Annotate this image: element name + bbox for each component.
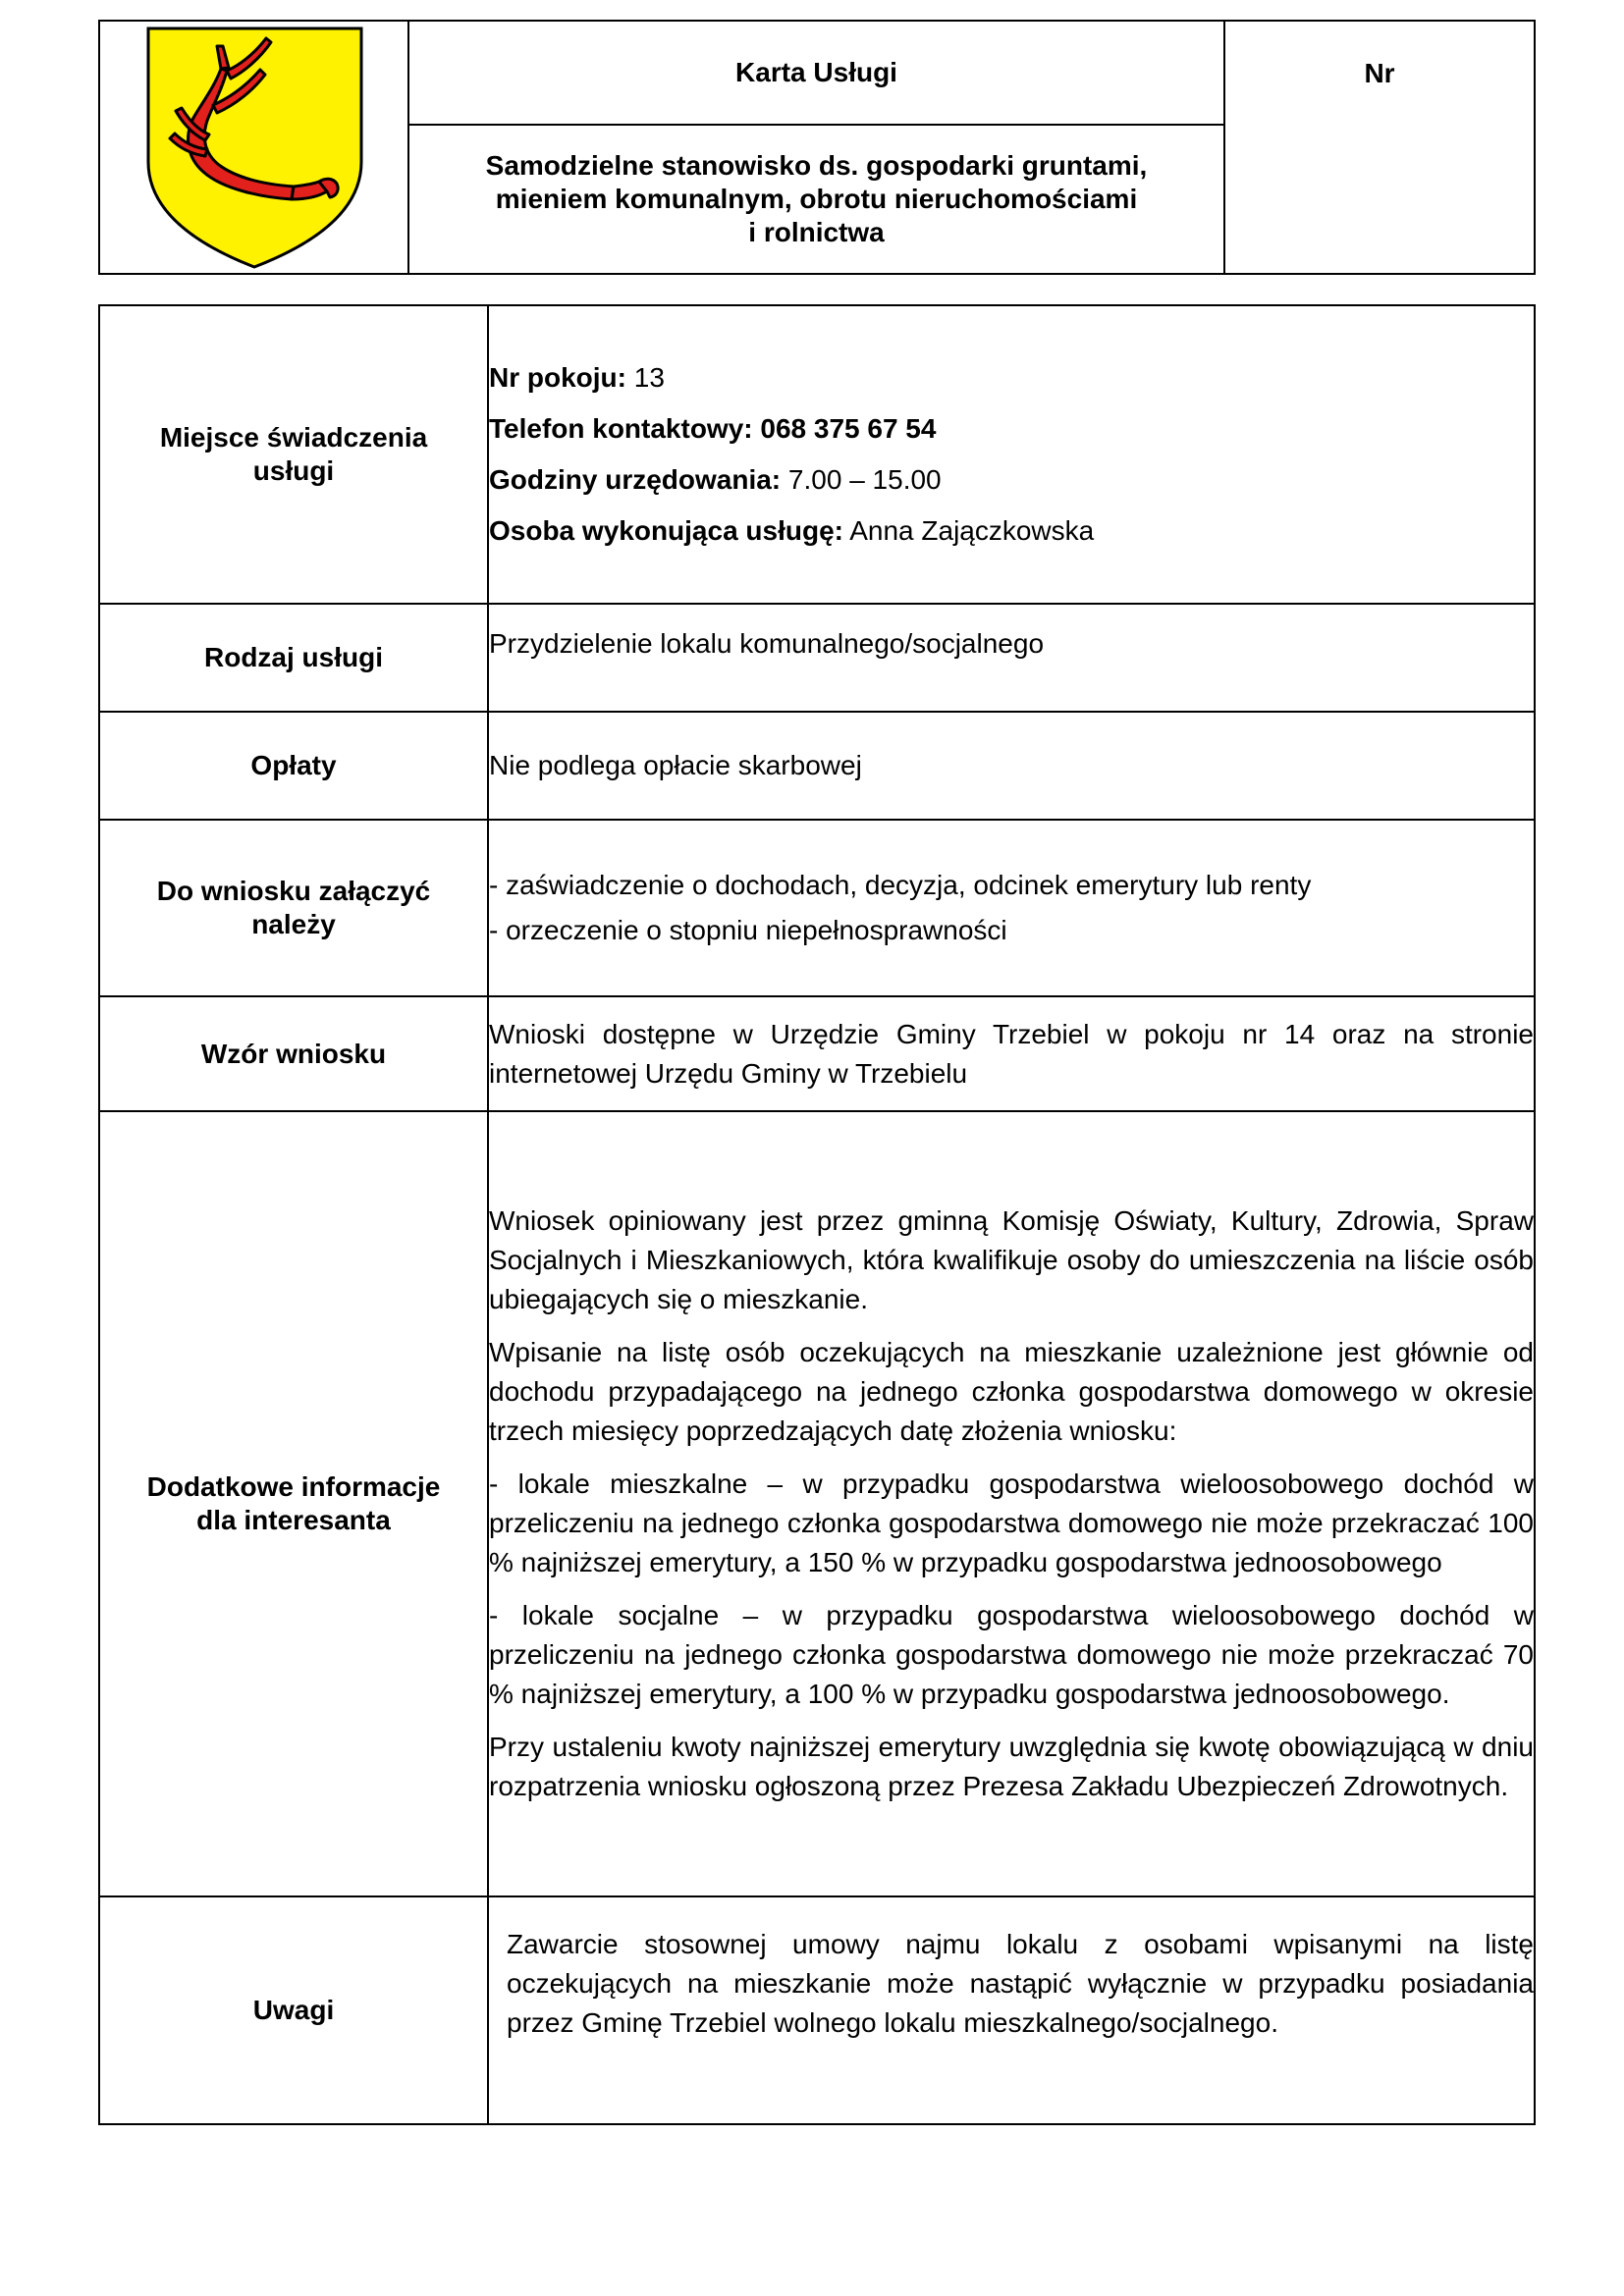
- row-additional: [99, 1111, 1535, 1896]
- label-fees: Opłaty: [99, 712, 488, 820]
- label-form: Wzór wniosku: [99, 996, 488, 1111]
- person-label: Osoba wykonująca usługę:: [489, 515, 843, 546]
- room-line: [489, 358, 1534, 398]
- person-line: [489, 511, 1534, 551]
- value-fees: Nie podlega opłacie skarbowej: [488, 712, 1535, 820]
- row-form: [99, 996, 1535, 1111]
- info-paragraph: - lokale socjalne – w przypadku gospodarstwa wieloosobowego dochód w przeliczeniu na jednego członka gospodarstwa domowego nie może przekraczać 70 % najniższej emerytury, a 100 % w przypadku gospodarstwa jednoosobowego.: [489, 1600, 1534, 1709]
- value-additional: [488, 1111, 1535, 1896]
- info-paragraph: - lokale mieszkalne – w przypadku gospodarstwa wieloosobowego dochód w przeliczeniu na jednego członka gospodarstwa domowego nie może przekraczać 100 % najniższej emerytury, a 150 % w przypadku gospodarstwa jednoosobowego: [489, 1468, 1534, 1577]
- value-form: Wnioski dostępne w Urzędzie Gminy Trzebiel w pokoju nr 14 oraz na stronie internetowej Urzędu Gminy w Trzebielu: [488, 996, 1535, 1111]
- value-notes: Zawarcie stosownej umowy najmu lokalu z osobami wpisanymi na listę oczekujących na mieszkanie może nastąpić wyłącznie w przypadku posiadania przez Gminę Trzebiel wolnego lokalu mieszkalnego/socjalnego.: [488, 1896, 1535, 2124]
- person-value: Anna Zajączkowska: [842, 515, 1095, 546]
- label-location: Miejsce świadczenia usługi: [99, 305, 488, 604]
- label-additional: Dodatkowe informacje dla interesanta: [99, 1111, 488, 1896]
- value-location: [488, 305, 1535, 604]
- coat-of-arms-icon: [144, 25, 365, 270]
- hours-value: 7.00 – 15.00: [781, 464, 942, 495]
- attachment-item: - zaświadczenie o dochodach, decyzja, odcinek emerytury lub renty: [489, 870, 1312, 900]
- row-fees: [99, 712, 1535, 820]
- label-attachments: Do wniosku załączyć należy: [99, 820, 488, 996]
- department-name: Samodzielne stanowisko ds. gospodarki gruntami, mieniem komunalnym, obrotu nieruchomościami i rolnictwa: [409, 126, 1225, 273]
- value-service-type: Przydzielenie lokalu komunalnego/socjalnego: [488, 604, 1535, 712]
- number-label: Nr: [1364, 58, 1395, 88]
- info-paragraph: Przy ustaleniu kwoty najniższej emerytury uwzględnia się kwotę obowiązującą w dniu rozpatrzenia wniosku ogłoszoną przez Prezesa Zakładu Ubezpieczeń Zdrowotnych.: [489, 1732, 1534, 1801]
- row-location: [99, 305, 1535, 604]
- label-service-type: Rodzaj usługi: [99, 604, 488, 712]
- header-table: [98, 20, 1536, 275]
- phone-label: Telefon kontaktowy: 068 375 67 54: [489, 413, 937, 444]
- crest-cell: [100, 22, 409, 273]
- room-value: 13: [626, 362, 665, 393]
- service-card-table: [98, 304, 1536, 2125]
- row-notes: [99, 1896, 1535, 2124]
- phone-line: [489, 409, 1534, 449]
- hours-label: Godziny urzędowania:: [489, 464, 782, 495]
- info-paragraph: Wpisanie na listę osób oczekujących na mieszkanie uzależnione jest głównie od dochodu przypadającego na jednego członka gospodarstwa domowego w okresie trzech miesięcy poprzedzających datę złożenia wniosku:: [489, 1337, 1534, 1446]
- info-paragraph: Wniosek opiniowany jest przez gminną Komisję Oświaty, Kultury, Zdrowia, Spraw Socjalnych i Mieszkaniowych, która kwalifikuje osoby do umieszczenia na liście osób ubiegających się o mieszkanie.: [489, 1205, 1534, 1314]
- hours-line: [489, 460, 1534, 500]
- row-attachments: [99, 820, 1535, 996]
- room-label: Nr pokoju:: [489, 362, 626, 393]
- card-title: Karta Usługi: [409, 22, 1225, 126]
- value-attachments: [488, 820, 1535, 996]
- row-service-type: [99, 604, 1535, 712]
- attachment-item: - orzeczenie o stopniu niepełnosprawności: [489, 915, 1007, 945]
- label-notes: Uwagi: [99, 1896, 488, 2124]
